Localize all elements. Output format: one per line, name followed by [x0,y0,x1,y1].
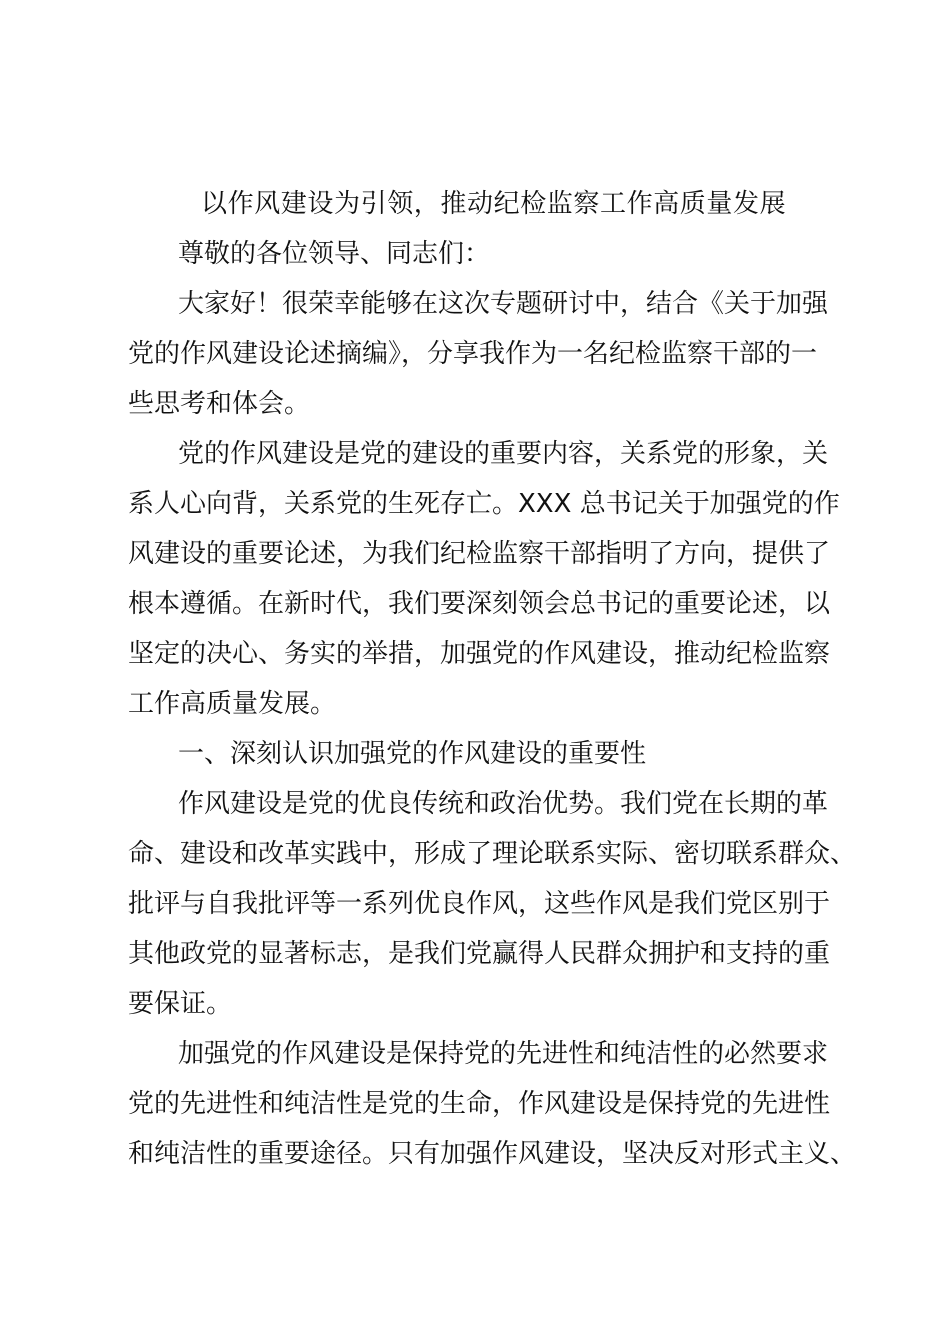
paragraph-1-line-2: 党的作风建设论述摘编》，分享我作为一名纪检监察干部的一 [128,339,818,369]
section-1-paragraph-1-line-3: 批评与自我批评等一系列优良作风，这些作风是我们党区别于 [128,889,831,919]
section-1-paragraph-2-line-1: 加强党的作风建设是保持党的先进性和纯洁性的必然要求 [178,1039,829,1069]
paragraph-2-line-4: 根本遵循。在新时代，我们要深刻领会总书记的重要论述，以 [128,589,831,619]
paragraph-1-line-1: 大家好！很荣幸能够在这次专题研讨中，结合《关于加强 [178,289,829,319]
paragraph-2-line-6: 工作高质量发展。 [128,689,337,719]
section-1-heading: 一、深刻认识加强党的作风建设的重要性 [178,739,647,769]
section-1-paragraph-1-line-2: 命、建设和改革实践中，形成了理论联系实际、密切联系群众、 [128,839,857,869]
paragraph-2-line-5: 坚定的决心、务实的举措，加强党的作风建设，推动纪检监察 [128,639,831,669]
document-title: 以作风建设为引领，推动纪检监察工作高质量发展 [201,189,787,219]
paragraph-2-line-3: 风建设的重要论述，为我们纪检监察干部指明了方向，提供了 [128,539,831,569]
paragraph-2-line-2: 系人心向背，关系党的生死存亡。XXX 总书记关于加强党的作 [128,489,840,519]
section-1-paragraph-2-line-3: 和纯洁性的重要途径。只有加强作风建设，坚决反对形式主义、 [128,1139,857,1169]
section-1-paragraph-2-line-2: 党的先进性和纯洁性是党的生命，作风建设是保持党的先进性 [128,1089,831,1119]
section-1-paragraph-1-line-5: 要保证。 [128,989,233,1019]
paragraph-2-line-1: 党的作风建设是党的建设的重要内容，关系党的形象，关 [178,439,829,469]
paragraph-1-line-3: 些思考和体会。 [128,389,311,419]
section-1-paragraph-1-line-1: 作风建设是党的优良传统和政治优势。我们党在长期的革 [178,789,829,819]
greeting: 尊敬的各位领导、同志们： [178,239,491,269]
section-1-paragraph-1-line-4: 其他政党的显著标志，是我们党赢得人民群众拥护和支持的重 [128,939,831,969]
